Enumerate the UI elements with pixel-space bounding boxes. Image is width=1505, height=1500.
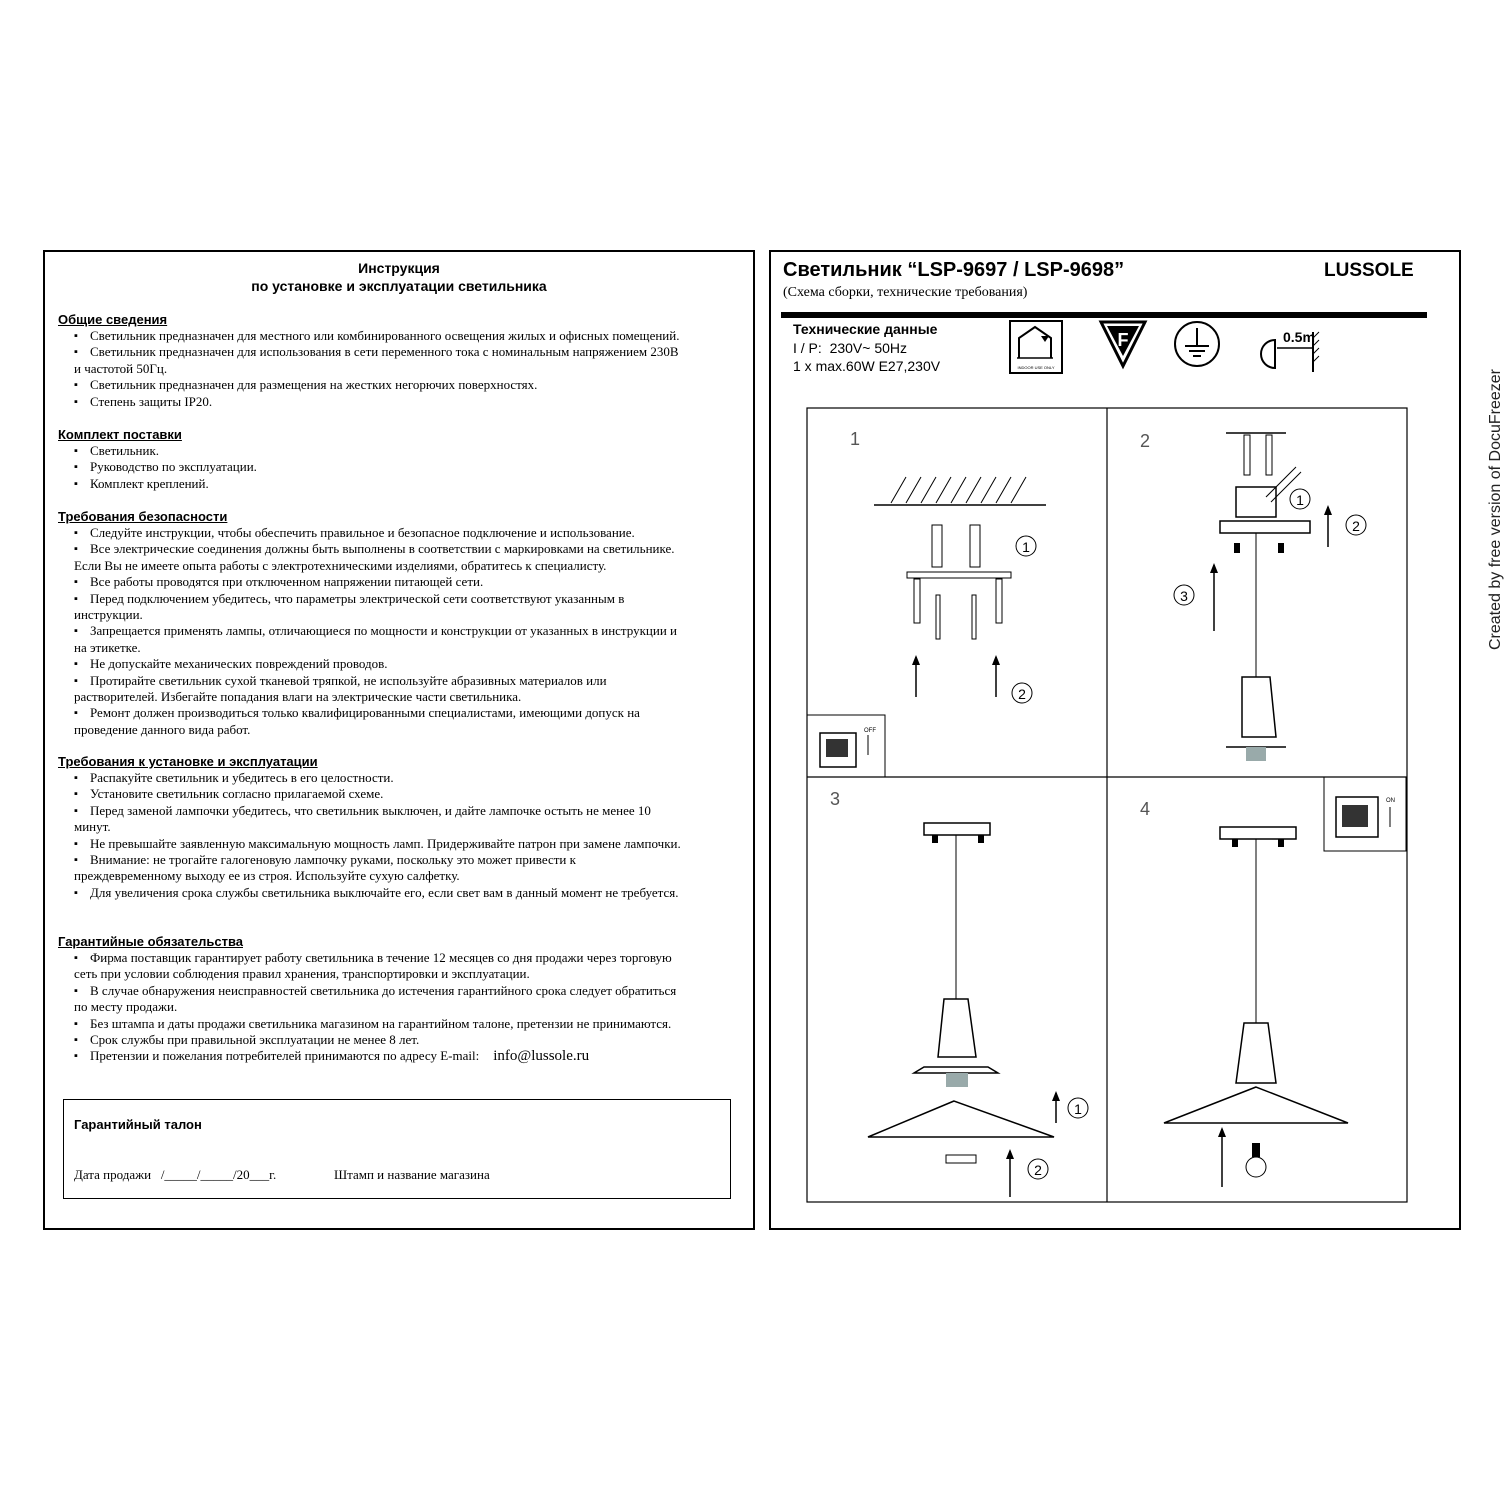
- section-general: [58, 312, 738, 410]
- svg-text:INDOOR USE ONLY: INDOOR USE ONLY: [1017, 365, 1055, 370]
- section-heading: Требования безопасности: [58, 509, 228, 524]
- svg-text:1: 1: [1074, 1101, 1082, 1117]
- list-item-continuation: растворителей. Избегайте попадания влаги на электрические части светильника.: [74, 689, 522, 705]
- watermark: Created by free version of DocuFreezer: [1487, 368, 1504, 650]
- step3-drawing: [868, 823, 1088, 1197]
- list-item: ▪ Не допускайте механических повреждений проводов.: [58, 656, 738, 672]
- email-link[interactable]: info@lussole.ru: [493, 1048, 590, 1065]
- coupon-title: Гарантийный талон: [74, 1117, 202, 1132]
- list-item-continuation: на этикетке.: [74, 639, 141, 655]
- list-item-continuation: инструкции.: [74, 607, 143, 623]
- product-subtitle: (Схема сборки, технические требования): [783, 285, 1028, 300]
- list-item: ▪ Претензии и пожелания потребителей принимаются по адресу E-mail: info@lussole.ru: [58, 1048, 738, 1064]
- list-item-continuation: проведение данного вида работ.: [74, 721, 251, 737]
- list-item: ▪ Не превышайте заявленную максимальную мощность ламп. Придерживайте патрон при замене лампочки.: [58, 836, 738, 852]
- tech-heading: Технические данные: [793, 321, 938, 337]
- list-item-continuation: и частотой 50Гц.: [74, 360, 168, 376]
- list-item: ▪ Светильник предназначен для местного или комбинированного освещения жилых и офисных помещений.: [58, 328, 738, 344]
- product-title: Светильник “LSP-9697 / LSP-9698”: [783, 259, 1125, 281]
- stamp-label: Штамп и название магазина: [334, 1167, 490, 1182]
- spec-icons: [1005, 318, 1335, 378]
- svg-text:2: 2: [1034, 1162, 1042, 1178]
- svg-text:0.5m: 0.5m: [1283, 329, 1315, 345]
- section-safety: [58, 509, 738, 738]
- list-item: ▪ В случае обнаружения неисправностей светильника до истечения гарантийного срока следует обратиться: [58, 983, 738, 999]
- list-item: ▪ Степень защиты IP20.: [58, 394, 738, 410]
- section-warranty: [58, 934, 738, 1065]
- step-number: 1: [850, 429, 861, 449]
- tech-lamp: 1 x max.60W E27,230V: [793, 358, 941, 374]
- step4-drawing: [1164, 827, 1348, 1187]
- tech-input: I / P: 230V~ 50Hz: [793, 340, 908, 356]
- list-item: ▪ Срок службы при правильной эксплуатации не менее 8 лет.: [58, 1032, 738, 1048]
- list-item: ▪ Комплект креплений.: [58, 476, 738, 492]
- svg-text:1: 1: [1022, 539, 1030, 555]
- list-item: ▪ Следуйте инструкции, чтобы обеспечить правильное и безопасное подключение и использование.: [58, 525, 738, 541]
- list-item: ▪ Перед подключением убедитесь, что параметры электрической сети соответствуют указанным в: [58, 591, 738, 607]
- section-heading: Общие сведения: [58, 312, 168, 327]
- svg-text:OFF: OFF: [864, 728, 876, 734]
- assembly-diagram: [806, 407, 1408, 1203]
- list-item: ▪ Светильник предназначен для размещения на жестких негорючих поверхностях.: [58, 377, 738, 393]
- brand-name: LUSSOLE: [1324, 260, 1414, 281]
- list-item-continuation: сеть при условии соблюдения правил хранения, транспортировки и эксплуатации.: [74, 966, 530, 982]
- list-item-continuation: Если Вы не имеете опыта работы с электротехническими изделиями, обратитесь к специалисту.: [74, 557, 607, 573]
- step-number: 2: [1140, 431, 1151, 451]
- svg-text:ON: ON: [1386, 798, 1395, 804]
- section-package: [58, 427, 738, 492]
- section-heading: Комплект поставки: [58, 427, 182, 442]
- list-item: ▪ Протирайте светильник сухой тканевой тряпкой, не используйте абразивных материалов или: [58, 673, 738, 689]
- svg-text:2: 2: [1018, 686, 1026, 702]
- list-item: ▪ Перед заменой лампочки убедитесь, что светильник выключен, и дайте лампочке остыть не менее 10: [58, 803, 738, 819]
- list-item: ▪ Руководство по эксплуатации.: [58, 459, 738, 475]
- list-item-continuation: по месту продажи.: [74, 999, 178, 1015]
- svg-text:2: 2: [1352, 518, 1360, 534]
- list-item-continuation: минут.: [74, 819, 111, 835]
- flammable-surface-icon: [1101, 322, 1145, 366]
- instruction-subtitle: по установке и эксплуатации светильника: [251, 278, 547, 294]
- list-item: ▪ Для увеличения срока службы светильника выключайте его, если свет вам в данный момент не требуется.: [58, 885, 738, 901]
- list-item: ▪ Фирма поставщик гарантирует работу светильника в течение 12 месяцев со дня продажи через торговую: [58, 950, 738, 966]
- switch-on-icon: [1324, 777, 1406, 851]
- list-item: ▪ Запрещается применять лампы, отличающиеся по мощности и конструкции от указанных в инструкции и: [58, 623, 738, 639]
- switch-off-icon: [807, 715, 885, 777]
- indoor-use-only-icon: [1010, 321, 1062, 373]
- list-item: ▪ Светильник предназначен для использования в сети переменного тока с номинальным напряжением 230В: [58, 344, 738, 360]
- step-number: 3: [830, 789, 841, 809]
- list-item: ▪ Установите светильник согласно прилагаемой схеме.: [58, 786, 738, 802]
- svg-text:F: F: [1117, 330, 1129, 350]
- section-heading: Гарантийные обязательства: [58, 934, 243, 949]
- step2-drawing: [1174, 433, 1366, 761]
- step1-drawing: [874, 477, 1046, 703]
- list-item: ▪ Распакуйте светильник и убедитесь в его целостности.: [58, 770, 738, 786]
- svg-text:1: 1: [1296, 492, 1304, 508]
- sale-date-field: Дата продажи /_____/_____/20___г.: [74, 1167, 277, 1182]
- svg-text:3: 3: [1180, 588, 1188, 604]
- list-item: ▪ Все работы проводятся при отключенном напряжении питающей сети.: [58, 574, 738, 590]
- section-installation: [58, 754, 738, 901]
- section-heading: Требования к установке и эксплуатации: [58, 754, 318, 769]
- list-item-continuation: преждевременному выходу ее из строя. Используйте сухую салфетку.: [74, 868, 460, 884]
- list-item: ▪ Без штампа и даты продажи светильника магазином на гарантийном талоне, претензии не принимаются.: [58, 1016, 738, 1032]
- list-item: ▪ Светильник.: [58, 443, 738, 459]
- list-item: ▪ Ремонт должен производиться только квалифицированными специалистами, имеющими допуск на: [58, 705, 738, 721]
- list-item: ▪ Все электрические соединения должны быть выполнены в соответствии с маркировками на светильнике.: [58, 541, 738, 557]
- distance-0.5m-icon: [1261, 329, 1319, 372]
- ground-symbol-icon: [1175, 322, 1219, 366]
- warranty-coupon: [63, 1099, 731, 1199]
- step-number: 4: [1140, 799, 1151, 819]
- instruction-title: Инструкция: [358, 260, 440, 276]
- list-item: ▪ Внимание: не трогайте галогеновую лампочку руками, поскольку это может привести к: [58, 852, 738, 868]
